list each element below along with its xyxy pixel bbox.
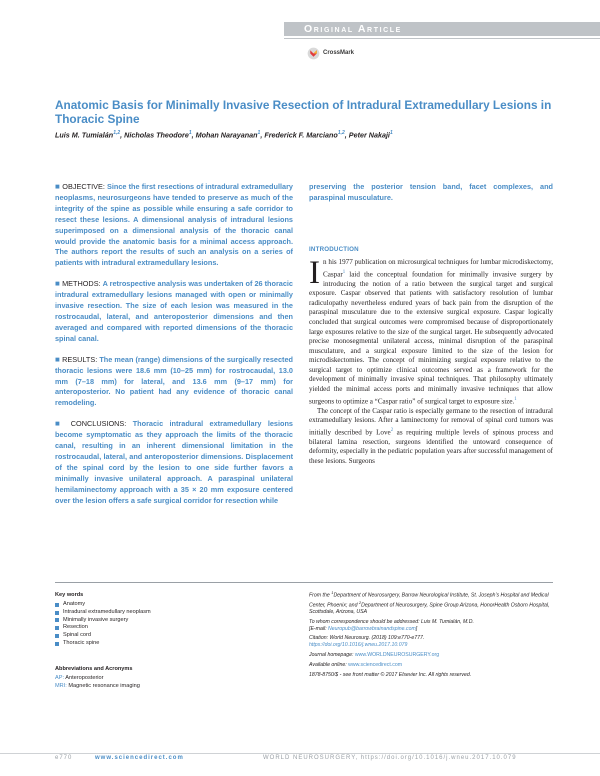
bullet-icon: ■ [55,354,63,364]
keyword-item[interactable]: Anatomy [55,601,151,609]
copyright: 1878-8750/$ - see front matter © 2017 Elsevier Inc. All rights reserved. [309,671,472,678]
crossmark-icon [307,47,320,60]
keywords-heading: Key words [55,592,84,598]
author[interactable]: Peter Nakaji [348,130,390,140]
keyword-item[interactable]: Resection [55,624,151,632]
square-bullet-icon [55,642,59,646]
citation-link[interactable]: 1 [342,269,346,275]
square-bullet-icon [55,626,59,630]
footer-journal: WORLD NEUROSURGERY, https://doi.org/10.1016/j.wneu.2017.10.079 [263,755,517,761]
abstract-results: ■ RESULTS: The mean (range) dimensions of the surgically resected thoracic lesions were 18.6 mm (10–25 mm) for rostrocaudal, 13.0 mm (7–18 mm) for lateral, and 13.6 mm (9–17 mm) for anteroposterior. No patient had any evidence of thoracic canal remodeling. [55,354,293,408]
affiliations-block [309,590,553,681]
journal-homepage: Journal homepage: www.WORLDNEUROSURGERY.org [309,652,440,659]
abstract-conclusions: ■ CONCLUSIONS: Thoracic intradural extramedullary lesions become symptomatic as they approach the limits of the thoracic canal, resulting in an inherent dimensional limitation in the rostrocaudal, lateral, and anteroposterior dimensions. Displacement of the spinal cord by the lesion to one side further favors a minimally invasive unilateral approach. A paraspinal unilateral hemilaminectomy approach with a 35 × 20 mm exposure centered over the lesion offers a safe surgical corridor for resection while [55,419,293,505]
keyword-item[interactable]: Spinal cord [55,632,151,640]
citation-link[interactable]: 1 [514,396,517,402]
footer-sciencedirect-link[interactable]: www.sciencedirect.com [95,755,184,761]
section-label: Original Article [304,23,402,35]
author[interactable]: Frederick F. Marciano [264,130,338,140]
square-bullet-icon [55,611,59,615]
abstract-left [55,182,293,516]
citation-link[interactable]: 2 [390,427,394,433]
sciencedirect-link[interactable]: www.sciencedirect.com [348,661,403,668]
crossmark-badge[interactable] [307,46,357,60]
bullet-icon: ■ [55,182,63,191]
intro-paragraph: The concept of the Caspar ratio is especially germane to the resection of intradural extramedullary lesions. After a laminectomy for removal of spinal cord tumors was initially described by Love$^2$ as requiring multiple levels of spinous process and bilateral lamina resection, surgeons identified the untoward consequence of deformity, especially in the pediatric population years after successful management of these lesions. Surgeons [309,406,553,465]
author[interactable]: Mohan Narayanan [195,130,258,140]
article-title: Anatomic Basis for Minimally Invasive Resection of Intradural Extramedullary Lesions in Thoracic Spine [55,98,552,126]
doi-link[interactable]: https://doi.org/10.1016/j.wneu.2017.10.079 [309,642,408,649]
abstract-objective: ■ OBJECTIVE: Since the first resections of intradural extramedullary neoplasms, neurosurgeons have tended to preserve as much of the integrity of the spine as possible while ensuring a safe corridor to resect these lesions. A dimensional analysis of intradural lesions superimposed on a dimensional analysis of the thoracic canal would provide the anatomic basis for a minimal access approach. The authors report the results of such an analysis on a series of patients with intradural extramedullary lesions. [55,182,293,268]
footnote-separator [55,582,553,583]
email-link[interactable]: Neuropub@barrowbrainandspine.com [328,625,416,632]
introduction-body [309,255,553,467]
correspondence: To whom correspondence should be addressed: Luis M. Tumialán, M.D. [E-mail: Neuropub@barrowbrainandspine.com] [309,618,474,632]
square-bullet-icon [55,634,59,638]
bullet-icon: ■ [55,419,71,429]
author[interactable]: Luis M. Tumialán [55,130,114,140]
square-bullet-icon [55,618,59,622]
crossmark-label: CrossMark [323,50,355,56]
square-bullet-icon [55,603,59,607]
affiliation-text: From the $^1$Department of Neurosurgery, Barrow Neurological Institute, St. Joseph’s Hospital and Medical Center, Phoenix; and $^2$Department of Neurosurgery, Spine Group Arizona, HonorHealth Osborn Hospital, Scottsdale, Arizona, USA [309,590,550,616]
keyword-item[interactable]: Minimally invasive surgery [55,617,151,625]
keywords-list [55,601,151,648]
keyword-item[interactable]: Intradural extramedullary neoplasm [55,609,151,617]
available-online: Available online: www.sciencedirect.com [309,661,403,668]
abbreviations-heading: Abbreviations and Acronyms [55,666,133,672]
page-number: e770 [55,755,73,761]
journal-homepage-link[interactable]: www.WORLDNEUROSURGERY.org [354,652,440,659]
author-list: Luis M. Tumialán$^{1,2}$, Nicholas Theodore$^1$, Mohan Narayanan$^1$, Frederick F. Marciano$^{1,2}$, Peter Nakaji$^1$ [55,130,393,140]
section-heading-introduction: INTRODUCTION [309,246,359,253]
drop-cap: I [309,255,320,291]
keyword-item[interactable]: Thoracic spine [55,640,151,648]
abbreviation-item: AP: Anteroposterior [55,675,104,681]
footer-rule [0,753,600,754]
intro-paragraph: In his 1977 publication on microsurgical techniques for lumbar microdiskectomy, Caspar$^1$ laid the conceptual foundation for minimally invasive surgery by introducing the notion of a ratio between the surgical target and surgical exposure. Caspar observed that patients with satisfactory resolution of lumbar radiculopathy nevertheless endured years of back pain from the disruption of the paraspinal musculature due to the extensive surgical exposure. Caspar logically concluded that surgical outcomes were compromised because of disproportionately large exposures relative to the size of the surgical target. He subsequently advocated precise monosegmental unilateral access, minimal disruption of the paraspinal musculature, and a surgical exposure limited to the size of the lesion for microdiskectomies. The concept of minimizing surgical exposure relative to the surgical target to optimize clinical outcomes served as a framework for the development of minimally invasive spinal techniques. That philosophy ultimately yielded the minimal access ports and minimally invasive techniques that allow surgeons to optimize a “Caspar ratio” of surgical target to exposure size.$^1$ [309,255,553,406]
author[interactable]: Nicholas Theodore [124,130,189,140]
abbreviations-list [55,675,140,691]
abstract-methods: ■ METHODS: A retrospective analysis was undertaken of 26 thoracic intradural extramedullary lesions managed with open or minimally invasive resection. The size of each lesion was measured in the rostrocaudal, lateral, and anteroposterior dimensions and then averaged and compared with reported dimensions of the thoracic spinal canal. [55,279,293,343]
bullet-icon: ■ [55,279,63,289]
citation: Citation: World Neurosurg. (2018) 109:e770-e777. https://doi.org/10.1016/j.wneu.2017.10.079 [309,635,425,649]
header-rule [284,38,600,39]
abstract-conclusions-continued: preserving the posterior tension band, facet complexes, and paraspinal musculature. [309,182,553,202]
abbreviation-item: MRI: Magnetic resonance imaging [55,682,140,689]
